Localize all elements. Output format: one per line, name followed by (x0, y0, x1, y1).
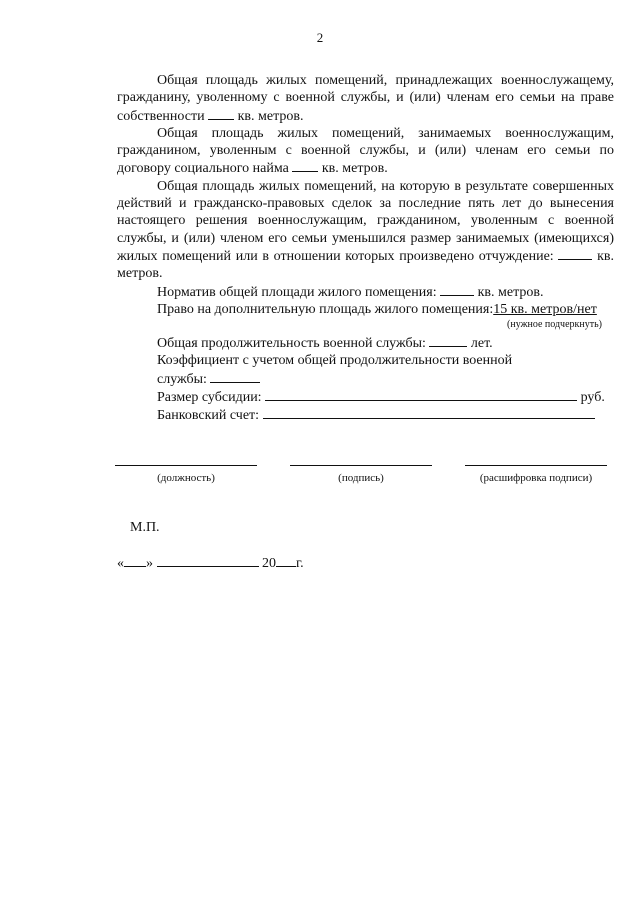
owned-area-unit: кв. метров. (237, 108, 304, 124)
position-line[interactable] (115, 465, 257, 466)
rented-area-blank[interactable] (292, 159, 318, 172)
coefficient-blank[interactable] (210, 370, 260, 383)
date-year-suffix: г. (296, 556, 304, 571)
extra-area-row (117, 301, 614, 318)
coefficient-row (117, 352, 614, 369)
position-caption: (должность) (157, 472, 215, 484)
service-duration-row (117, 334, 614, 352)
document-body (117, 72, 614, 425)
date-row (117, 554, 304, 572)
bank-account-row (117, 406, 614, 424)
date-open-quote: « (117, 556, 124, 571)
date-month-blank[interactable] (157, 554, 259, 567)
date-year-blank[interactable] (276, 554, 296, 567)
rented-area-unit: кв. метров. (321, 161, 388, 177)
subsidy-label: Размер субсидии: (157, 390, 262, 406)
sign-line[interactable] (290, 465, 432, 466)
owned-area-blank[interactable] (208, 107, 234, 120)
extra-area-value: 15 кв. метров/нет (493, 301, 597, 317)
service-duration-blank[interactable] (429, 334, 467, 347)
signature-sign (290, 465, 432, 484)
reduced-area-unit: кв. метров. (117, 248, 615, 282)
normative-label: Норматив общей площади жилого помещения: (157, 284, 437, 300)
date-day-blank[interactable] (124, 554, 146, 567)
service-duration-label: Общая продолжительность военной службы: (157, 336, 426, 352)
decoding-caption: (расшифровка подписи) (479, 472, 593, 484)
bank-account-label: Банковский счет: (157, 408, 260, 424)
coefficient-row-2 (117, 370, 614, 388)
extra-area-hint: (нужное подчеркнуть) (507, 319, 602, 331)
normative-row (117, 283, 614, 301)
coefficient-label-2: службы: (157, 371, 207, 387)
rented-area-text: Общая площадь жилых помещений, занимаемых военнослужащим, гражданином, уволенным с военной службы, и (или) членам его семьи по договору социального найма (117, 125, 614, 177)
reduced-area-blank[interactable] (558, 247, 592, 260)
signature-decoding (465, 465, 607, 484)
bank-account-blank[interactable] (263, 406, 595, 419)
page-number: 2 (316, 30, 324, 45)
coefficient-label-1: Коэффициент с учетом общей продолжительности военной (157, 353, 513, 369)
reduced-area-text: Общая площадь жилых помещений, на которую в результате совершенных действий и гражданско-правовых сделок за последние пять лет до вынесения настоящего решения военнослужащим, гражданином, уволенным с военной службы, и (или) членом его семьи уменьшился размер занимаемых (имеющихся) жилых помещений или в отношении которых произведено отчуждение: (117, 178, 614, 264)
owned-area-text: Общая площадь жилых помещений, принадлежащих военнослужащему, гражданину, уволенному с военной службы, и (или) членам его семьи на праве собственности (117, 73, 614, 124)
paragraph-owned-area (117, 72, 614, 125)
decoding-line[interactable] (465, 465, 607, 466)
extra-area-label: Право на дополнительную площадь жилого помещения: (157, 301, 494, 317)
paragraph-rented-area (117, 125, 614, 178)
sign-caption: (подпись) (338, 472, 384, 484)
signature-position (115, 465, 257, 484)
normative-blank[interactable] (440, 283, 474, 296)
date-year-prefix: 20 (262, 556, 276, 571)
date-close-quote: » (146, 556, 153, 571)
subsidy-row (117, 388, 614, 406)
paragraph-reduced-area (117, 178, 614, 283)
normative-unit: кв. метров. (477, 284, 544, 300)
stamp-place: М.П. (130, 520, 160, 535)
subsidy-unit: руб. (580, 390, 605, 406)
service-duration-unit: лет. (470, 336, 493, 352)
subsidy-blank[interactable] (265, 388, 577, 401)
